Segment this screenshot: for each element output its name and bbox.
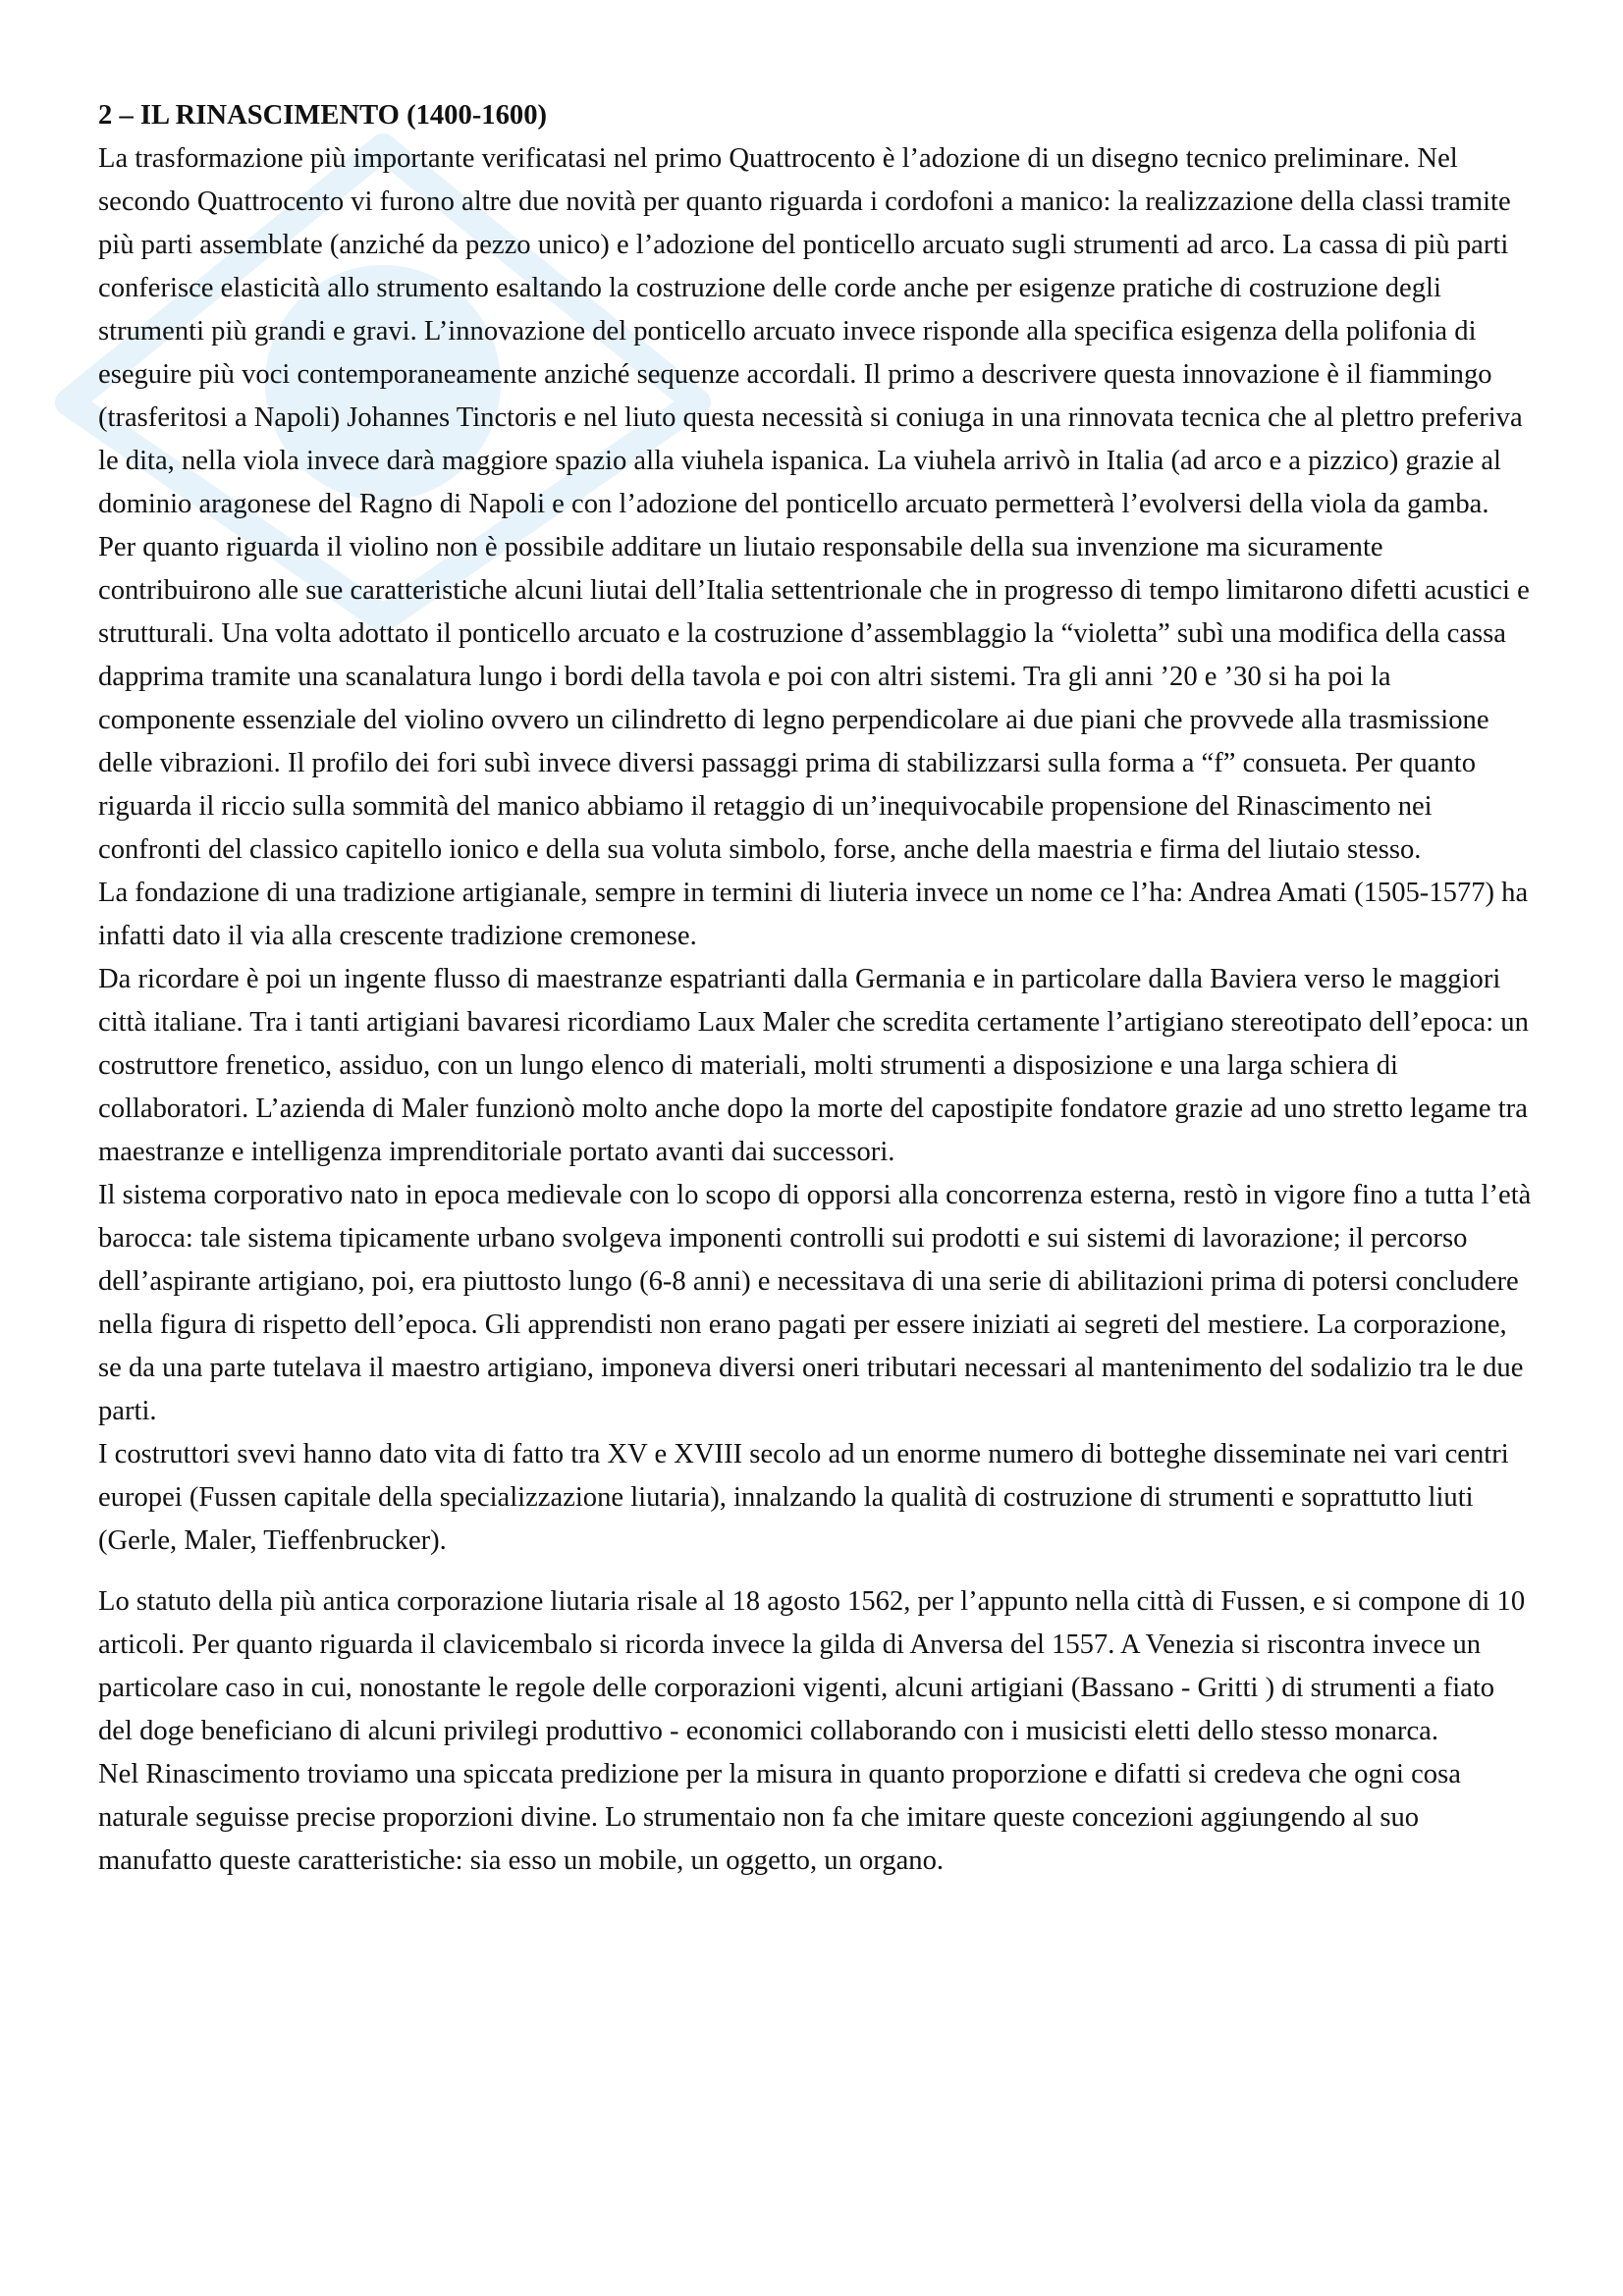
- paragraph: La trasformazione più importante verificatasi nel primo Quattrocento è l’adozione di un disegno tecnico preliminare. Nel secondo Quattrocento vi furono altre due novità per quanto riguarda i cordofoni a manico: la realizzazione della classi tramite più parti assemblate (anziché da pezzo unico) e l’adozione del ponticello arcuato sugli strumenti ad arco. La cassa di più parti conferisce elasticità allo strumento esaltando la costruzione delle corde anche per esigenze pratiche di costruzione degli strumenti più grandi e gravi. L’innovazione del ponticello arcuato invece risponde alla specifica esigenza della polifonia di eseguire più voci contemporaneamente anziché sequenze accordali. Il primo a descrivere questa innovazione è il fiammingo (trasferitosi a Napoli) Johannes Tinctoris e nel liuto questa necessità si coniuga in una rinnovata tecnica che al plettro preferiva le dita, nella viola invece darà maggiore spazio alla viuhela ispanica. La viuhela arrivò in Italia (ad arco e a pizzico) grazie al dominio aragonese del Ragno di Napoli e con l’adozione del ponticello arcuato permetterà l’evolversi della viola da gamba.: [98, 143, 1523, 519]
- document-page: [98, 94, 1532, 1883]
- paragraph: Nel Rinascimento troviamo una spiccata predizione per la misura in quanto proporzione e difatti si credeva che ogni cosa naturale seguisse precise proporzioni divine. Lo strumentaio non fa che imitare queste concezioni aggiungendo al suo manufatto queste caratteristiche: sia esso un mobile, un oggetto, un organo.: [98, 1759, 1461, 1876]
- paragraph: Per quanto riguarda il violino non è possibile additare un liutaio responsabile della sua invenzione ma sicuramente contribuirono alle sue caratteristiche alcuni liutai dell’Italia settentrionale che in progresso di tempo limitarono difetti acustici e strutturali. Una volta adottato il ponticello arcuato e la costruzione d’assemblaggio la “violetta” subì una modifica della cassa dapprima tramite una scanalatura lungo i bordi della tavola e poi con altri sistemi. Tra gli anni ’20 e ’30 si ha poi la componente essenziale del violino ovvero un cilindretto di legno perpendicolare ai due piani che provvede alla trasmissione delle vibrazioni. Il profilo dei fori subì invece diversi passaggi prima di stabilizzarsi sulla forma a “f” consueta. Per quanto riguarda il riccio sulla sommità del manico abbiamo il retaggio di un’inequivocabile propensione del Rinascimento nei confronti del classico capitello ionico e della sua voluta simbolo, forse, anche della maestria e firma del liutaio stesso.: [98, 532, 1530, 865]
- paragraph: Lo statuto della più antica corporazione liutaria risale al 18 agosto 1562, per l’appunto nella città di Fussen, e si compone di 10 articoli. Per quanto riguarda il clavicembalo si ricorda invece la gilda di Anversa del 1557. A Venezia si riscontra invece un particolare caso in cui, nonostante le regole delle corporazioni vigenti, alcuni artigiani (Bassano - Gritti ) di strumenti a fiato del doge beneficiano di alcuni privilegi produttivo - economici collaborando con i musicisti eletti dello stesso monarca.: [98, 1586, 1526, 1746]
- paragraph: La fondazione di una tradizione artigianale, sempre in termini di liuteria invece un nome ce l’ha: Andrea Amati (1505-1577) ha infatti dato il via alla crescente tradizione cremonese.: [98, 878, 1529, 951]
- paragraph: I costruttori svevi hanno dato vita di fatto tra XV e XVIII secolo ad un enorme numero di botteghe disseminate nei vari centri europei (Fussen capitale della specializzazione liutaria), innalzando la qualità di costruzione di strumenti e soprattutto liuti (Gerle, Maler, Tieffenbrucker).: [98, 1439, 1509, 1556]
- paragraph: Il sistema corporativo nato in epoca medievale con lo scopo di opporsi alla concorrenza esterna, restò in vigore fino a tutta l’età barocca: tale sistema tipicamente urbano svolgeva imponenti controlli sui prodotti e sui sistemi di lavorazione; il percorso dell’aspirante artigiano, poi, era piuttosto lungo (6-8 anni) e necessitava di una serie di abilitazioni prima di potersi concludere nella figura di rispetto dell’epoca. Gli apprendisti non erano pagati per essere iniziati ai segreti del mestiere. La corporazione, se da una parte tutelava il maestro artigiano, imponeva diversi oneri tributari necessari al mantenimento del sodalizio tra le due parti.: [98, 1180, 1532, 1426]
- paragraph: Da ricordare è poi un ingente flusso di maestranze espatrianti dalla Germania e in particolare dalla Baviera verso le maggiori città italiane. Tra i tanti artigiani bavaresi ricordiamo Laux Maler che scredita certamente l’artigiano stereotipato dell’epoca: un costruttore frenetico, assiduo, con un lungo elenco di materiali, molti strumenti a disposizione e una larga schiera di collaboratori. L’azienda di Maler funzionò molto anche dopo la morte del capostipite fondatore grazie ad uno stretto legame tra maestranze e intelligenza imprenditoriale portato avanti dai successori.: [98, 964, 1529, 1167]
- section-heading: 2 – IL RINASCIMENTO (1400-1600): [98, 100, 548, 131]
- paragraph-spacer: [98, 1563, 1532, 1580]
